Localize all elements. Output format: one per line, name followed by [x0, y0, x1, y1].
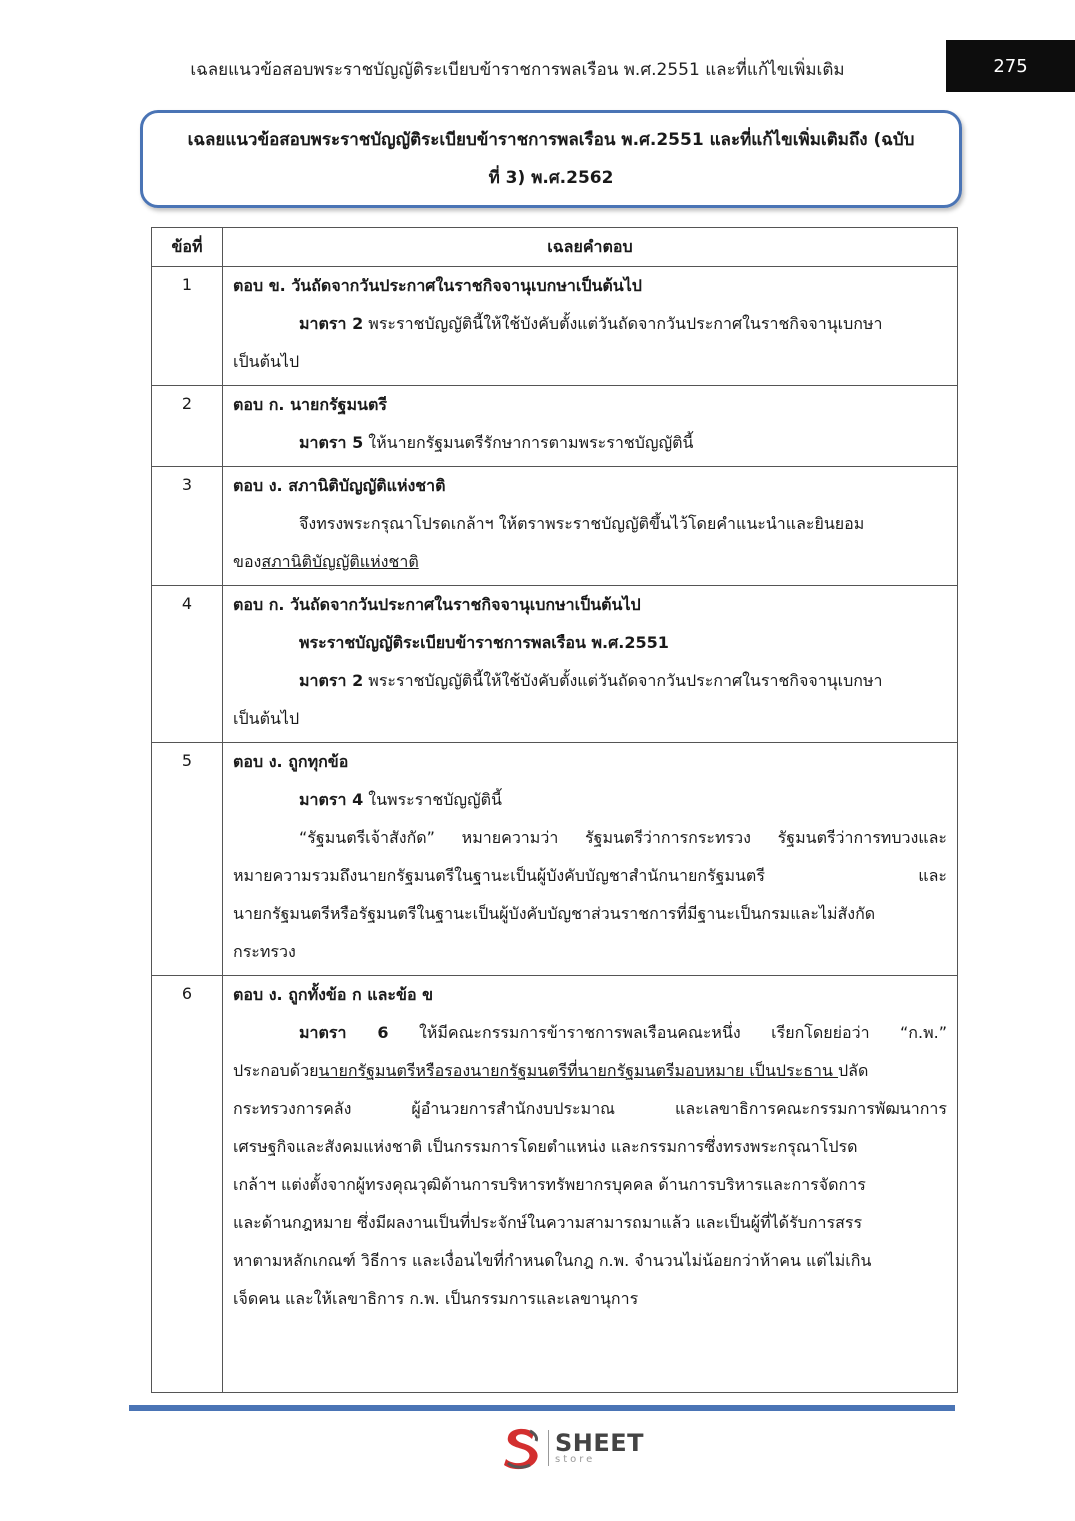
act-title: พระราชบัญญัติระเบียบข้าราชการพลเรือน พ.ศ.2551 [299, 633, 669, 652]
section-text: พระราชบัญญัตินี้ให้ใช้บังคับตั้งแต่วันถัดจากวันประกาศในราชกิจจานุเบกษา [363, 671, 883, 690]
section-text: ให้นายกรัฐมนตรีรักษาการตามพระราชบัญญัตินี้ [363, 433, 694, 452]
answer-line: ตอบ ก. นายกรัฐมนตรี [233, 395, 387, 414]
logo-divider [548, 1430, 549, 1466]
logo-main-text: SHEET [555, 1429, 645, 1457]
section-text: ในพระราชบัญญัตินี้ [363, 790, 502, 809]
table-row [152, 586, 958, 743]
section-ref: มาตรา 4 [299, 790, 364, 809]
sheet-s-logo-icon [500, 1425, 544, 1471]
underlined-text: นายกรัฐมนตรีหรือรองนายกรัฐมนตรีที่นายกรัฐมนตรีมอบหมาย เป็นประธาน [318, 1061, 839, 1080]
section-text: ให้มีคณะกรรมการข้าราชการพลเรือนคณะหนึ่ง เรียกโดยย่อว่า “ก.พ.” [388, 1023, 948, 1042]
footer-bar [129, 1405, 955, 1411]
answer-line: ตอบ ก. วันถัดจากวันประกาศในราชกิจจานุเบกษาเป็นต้นไป [233, 595, 641, 614]
explanation-line: เจ็ดคน และให้เลขาธิการ ก.พ. เป็นกรรมการและเลขานุการ [233, 1289, 639, 1308]
running-header: เฉลยแนวข้อสอบพระราชบัญญัติระเบียบข้าราชการพลเรือน พ.ศ.2551 และที่แก้ไขเพิ่มเติม [190, 60, 845, 80]
explanation-text: ประกอบด้วย [233, 1061, 319, 1080]
table-row [152, 976, 958, 1393]
table-row [152, 267, 958, 386]
answer-cell [223, 267, 958, 386]
section-ref: มาตรา 5 [299, 433, 364, 452]
explanation-line: นายกรัฐมนตรีหรือรัฐมนตรีในฐานะเป็นผู้บังคับบัญชาส่วนราชการที่มีฐานะเป็นกรมและไม่สังกัด [233, 904, 876, 923]
explanation-line: เกล้าฯ แต่งตั้งจากผู้ทรงคุณวุฒิด้านการบริหารทรัพยากรบุคคล ด้านการบริหารและการจัดการ [233, 1175, 866, 1194]
answer-line: ตอบ ง. สภานิติบัญญัติแห่งชาติ [233, 476, 446, 495]
section-ref: มาตรา 2 [299, 671, 364, 690]
document-title [188, 121, 915, 197]
table-header-row [152, 228, 958, 267]
explanation-line: เป็นต้นไป [233, 352, 300, 371]
explanation-line [233, 781, 947, 819]
table-row [152, 743, 958, 976]
explanation-line: และด้านกฎหมาย ซึ่งมีผลงานเป็นที่ประจักษ์ในความสามารถมาแล้ว และเป็นผู้ที่ได้รับการสรร [233, 1213, 863, 1232]
answer-cell [223, 467, 958, 586]
explanation-line [233, 424, 947, 462]
answer-cell [223, 976, 958, 1393]
explanation-line: จึงทรงพระกรุณาโปรดเกล้าฯ ให้ตราพระราชบัญญัติขึ้นไว้โดยคำแนะนำและยินยอม [299, 514, 865, 533]
underlined-text: สภานิติบัญญัติแห่งชาติ [261, 552, 419, 571]
explanation-line: กระทรวง [233, 942, 296, 961]
explanation-line [233, 662, 947, 700]
logo-wordmark [555, 1431, 644, 1465]
answer-cell [223, 743, 958, 976]
answer-line: ตอบ ข. วันถัดจากวันประกาศในราชกิจจานุเบกษาเป็นต้นไป [233, 276, 642, 295]
question-number: 3 [152, 467, 223, 586]
explanation-text: ปลัด [838, 1061, 869, 1080]
answer-line: ตอบ ง. ถูกทั้งข้อ ก และข้อ ข [233, 985, 434, 1004]
answer-table [151, 227, 958, 1393]
section-text: พระราชบัญญัตินี้ให้ใช้บังคับตั้งแต่วันถัดจากวันประกาศในราชกิจจานุเบกษา [363, 314, 883, 333]
header-question-no: ข้อที่ [152, 228, 223, 267]
section-ref: มาตรา 2 [299, 314, 364, 333]
header-answer-key: เฉลยคำตอบ [223, 228, 958, 267]
explanation-line [233, 305, 947, 343]
explanation-line: หาตามหลักเกณฑ์ วิธีการ และเงื่อนไขที่กำหนดในกฎ ก.พ. จำนวนไม่น้อยกว่าห้าคน แต่ไม่เกิน [233, 1251, 872, 1270]
explanation-line: เศรษฐกิจและสังคมแห่งชาติ เป็นกรรมการโดยตำแหน่ง และกรรมการซึ่งทรงพระกรุณาโปรด [233, 1137, 858, 1156]
section-ref: มาตรา 6 [299, 1023, 389, 1042]
table-row [152, 467, 958, 586]
sheet-store-logo [500, 1425, 644, 1471]
question-number: 6 [152, 976, 223, 1393]
answer-line: ตอบ ง. ถูกทุกข้อ [233, 752, 349, 771]
answer-cell [223, 586, 958, 743]
explanation-line: หมายความรวมถึงนายกรัฐมนตรีในฐานะเป็นผู้บังคับบัญชาสำนักนายกรัฐมนตรี และ [233, 866, 947, 885]
explanation-line: “รัฐมนตรีเจ้าสังกัด” หมายความว่า รัฐมนตรีว่าการกระทรวง รัฐมนตรีว่าการทบวงและ [299, 828, 947, 847]
explanation-line: เป็นต้นไป [233, 709, 300, 728]
explanation-line [233, 1014, 947, 1052]
explanation-line: กระทรวงการคลัง ผู้อำนวยการสำนักงบประมาณ และเลขาธิการคณะกรรมการพัฒนาการ [233, 1099, 947, 1118]
explanation-line [233, 543, 947, 581]
title-line-2: ที่ 3) พ.ศ.2562 [488, 168, 614, 188]
explanation-line [233, 1052, 947, 1090]
logo-sub-text: store [555, 1454, 596, 1465]
question-number: 2 [152, 386, 223, 467]
title-box [140, 110, 962, 208]
explanation-text: ของ [233, 552, 262, 571]
answer-cell [223, 386, 958, 467]
title-line-1: เฉลยแนวข้อสอบพระราชบัญญัติระเบียบข้าราชการพลเรือน พ.ศ.2551 และที่แก้ไขเพิ่มเติมถึง (ฉบับ [187, 130, 915, 150]
page-number: 275 [946, 40, 1075, 92]
question-number: 5 [152, 743, 223, 976]
question-number: 4 [152, 586, 223, 743]
question-number: 1 [152, 267, 223, 386]
table-row [152, 386, 958, 467]
